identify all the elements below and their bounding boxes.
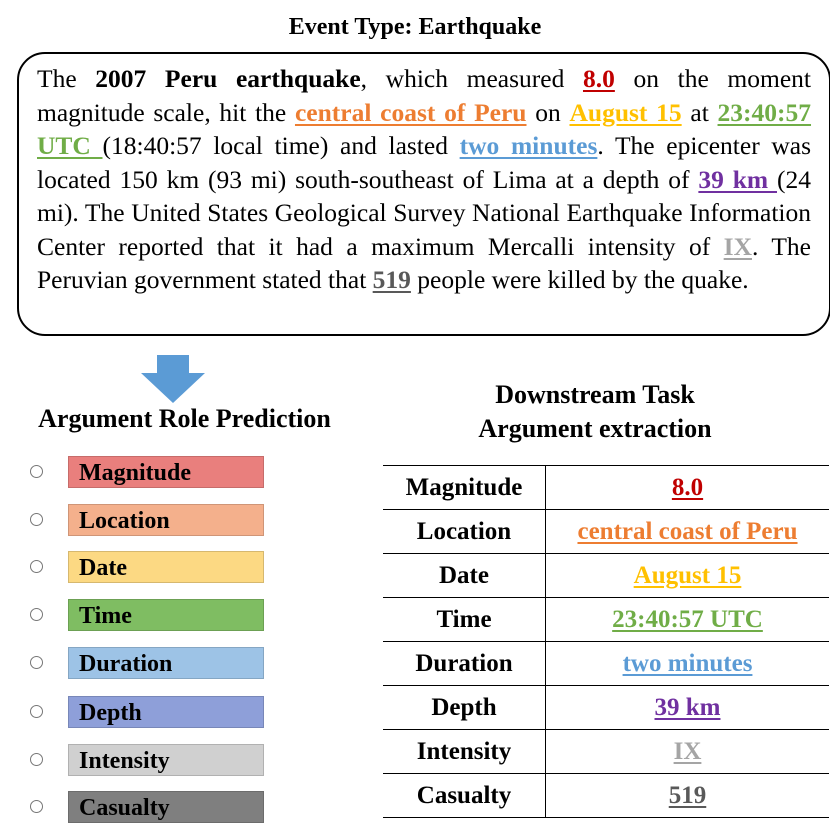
argument-value-cell: 23:40:57 UTC — [546, 598, 830, 642]
role-label: Time — [68, 599, 264, 631]
passage-text: on — [526, 97, 570, 127]
argument-extraction-table — [383, 465, 829, 818]
role-label: Depth — [68, 696, 264, 728]
table-row — [383, 598, 829, 642]
role-cell: Location — [383, 510, 546, 554]
passage-text: people were killed by the quake. — [410, 265, 749, 294]
passage-text: at — [681, 97, 718, 127]
role-cell: Intensity — [383, 730, 546, 774]
table-row — [383, 730, 829, 774]
event-type-title: Event Type: Earthquake — [288, 14, 542, 40]
time-mention: 23:40:57 UTC — [37, 97, 812, 160]
table-row — [383, 466, 829, 510]
table-row — [383, 554, 829, 598]
casualty-mention: 519 — [372, 265, 411, 294]
passage-text: . The Peruvian government stated that — [37, 231, 811, 294]
role-label: Magnitude — [68, 456, 264, 488]
role-label: Casualty — [68, 791, 264, 823]
role-cell: Magnitude — [383, 466, 546, 510]
role-cell: Time — [383, 598, 546, 642]
duration-mention: two minutes — [459, 131, 598, 160]
table-row — [383, 774, 829, 818]
table-row — [383, 510, 829, 554]
passage-event-name: 2007 Peru earthquake — [95, 64, 361, 93]
argument-value-cell: August 15 — [546, 554, 830, 598]
argument-value-cell: 519 — [546, 774, 830, 818]
down-arrow-icon — [141, 355, 205, 403]
passage-text: . The epicenter was located 150 km (93 mi) south-southeast of Lima at a depth of — [37, 131, 811, 194]
radio-icon[interactable] — [30, 560, 43, 573]
role-label: Date — [68, 551, 264, 583]
role-label: Location — [68, 504, 264, 536]
location-mention: central coast of Peru — [294, 97, 527, 127]
downstream-task-title — [440, 378, 750, 446]
intensity-mention: IX — [723, 231, 752, 261]
argument-value-cell: two minutes — [546, 642, 830, 686]
argument-value-cell: IX — [546, 730, 830, 774]
argument-role-prediction-title: Argument Role Prediction — [38, 404, 331, 433]
radio-icon[interactable] — [30, 656, 43, 669]
role-cell: Depth — [383, 686, 546, 730]
role-cell: Date — [383, 554, 546, 598]
role-cell: Duration — [383, 642, 546, 686]
radio-icon[interactable] — [30, 513, 43, 526]
downstream-task-title-line1: Downstream Task — [495, 380, 695, 409]
role-label: Intensity — [68, 744, 264, 776]
passage-box — [17, 52, 830, 336]
magnitude-mention: 8.0 — [582, 64, 615, 93]
role-label: Duration — [68, 647, 264, 679]
role-cell: Casualty — [383, 774, 546, 818]
argument-value-cell: central coast of Peru — [546, 510, 830, 554]
passage-text: on the moment magnitude scale, hit the — [37, 64, 812, 127]
radio-icon[interactable] — [30, 705, 43, 718]
radio-icon[interactable] — [30, 753, 43, 766]
radio-icon[interactable] — [30, 608, 43, 621]
downstream-task-title-line2: Argument extraction — [478, 414, 712, 443]
depth-mention: 39 km — [698, 164, 777, 194]
passage-text: , which measured — [360, 64, 583, 93]
passage-text: (24 mi). The United States Geological Survey National Earthquake Information Center reported that it had a maximum Mercalli intensity of — [37, 164, 811, 261]
date-mention: August 15 — [569, 97, 682, 127]
radio-icon[interactable] — [30, 465, 43, 478]
argument-value-cell: 8.0 — [546, 466, 830, 510]
table-row — [383, 686, 829, 730]
radio-icon[interactable] — [30, 800, 43, 813]
table-row — [383, 642, 829, 686]
argument-value-cell: 39 km — [546, 686, 830, 730]
passage-text: The — [37, 64, 96, 93]
passage-text: (18:40:57 local time) and lasted — [102, 131, 460, 160]
